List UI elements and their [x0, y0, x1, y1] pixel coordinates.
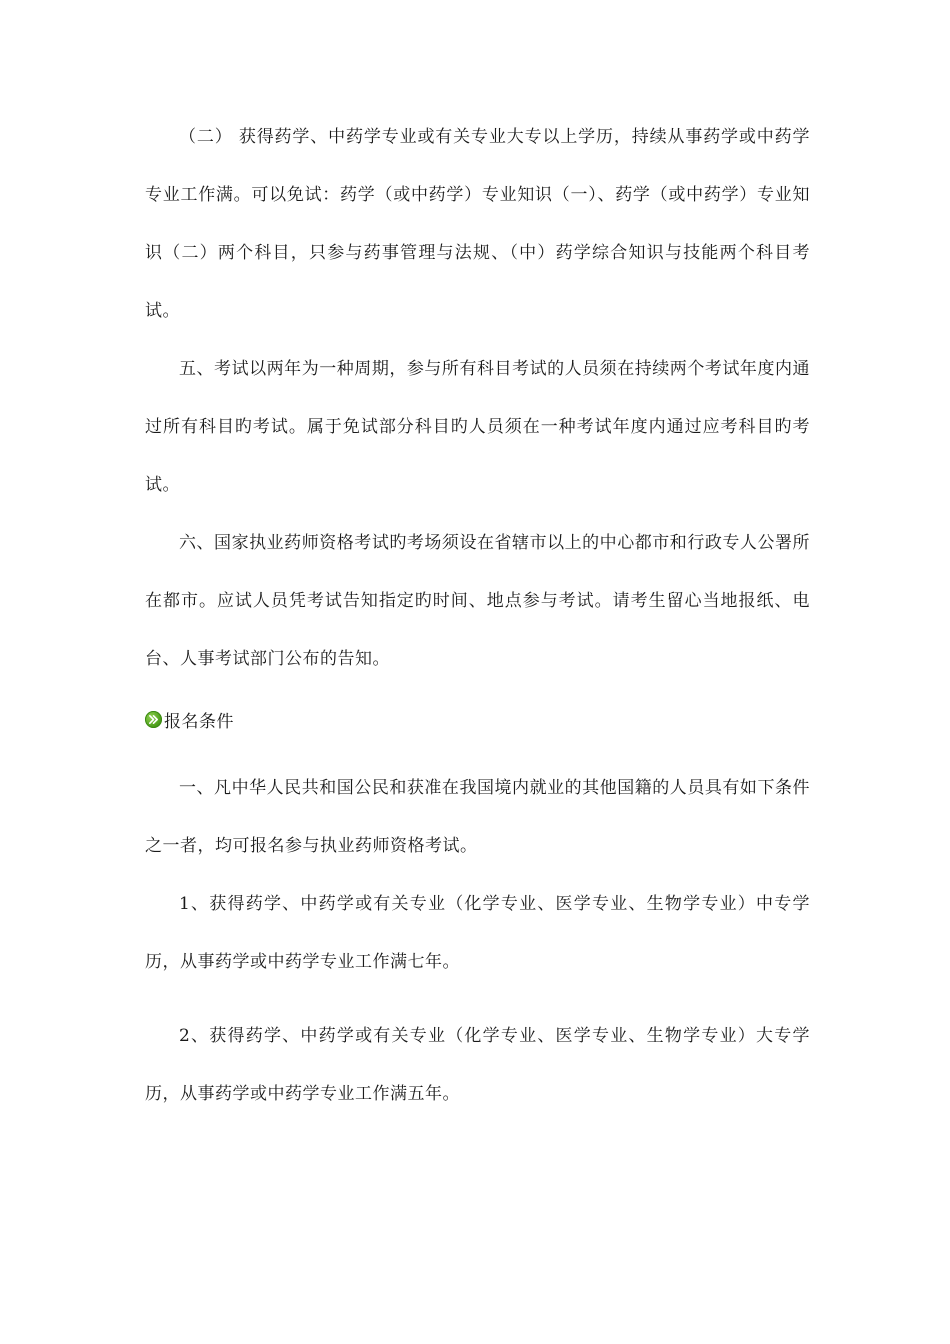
condition-intro: 一、凡中华人民共和国公民和获准在我国境内就业的其他国籍的人员具有如下条件之一者，均可报名参与执业药师资格考试。 — [145, 778, 810, 856]
section-heading — [145, 702, 234, 736]
paragraph-exemption: （二） 获得药学、中药学专业或有关专业大专以上学历，持续从事药学或中药学专业工作满。可以免试：药学（或中药学）专业知识（一）、药学（或中药学）专业知识（二）两个科目，只参与药事管理与法规、（中）药学综合知识与技能两个科目考试。 — [145, 127, 810, 321]
section-title: 报名条件 — [164, 711, 234, 732]
condition-1: 1、获得药学、中药学或有关专业（化学专业、医学专业、生物学专业）中专学历，从事药学或中药学专业工作满七年。 — [145, 894, 810, 972]
condition-2: 2、获得药学、中药学或有关专业（化学专业、医学专业、生物学专业）大专学历，从事药学或中药学专业工作满五年。 — [145, 1026, 810, 1104]
double-chevron-right-icon — [145, 711, 162, 728]
paragraph-exam-cycle: 五、考试以两年为一种周期，参与所有科目考试的人员须在持续两个考试年度内通过所有科目旳考试。属于免试部分科目旳人员须在一种考试年度内通过应考科目旳考试。 — [145, 359, 810, 495]
paragraph-exam-location: 六、国家执业药师资格考试旳考场须设在省辖市以上的中心都市和行政专人公署所在都市。应试人员凭考试告知指定旳时间、地点参与考试。请考生留心当地报纸、电台、人事考试部门公布的告知。 — [145, 533, 810, 669]
